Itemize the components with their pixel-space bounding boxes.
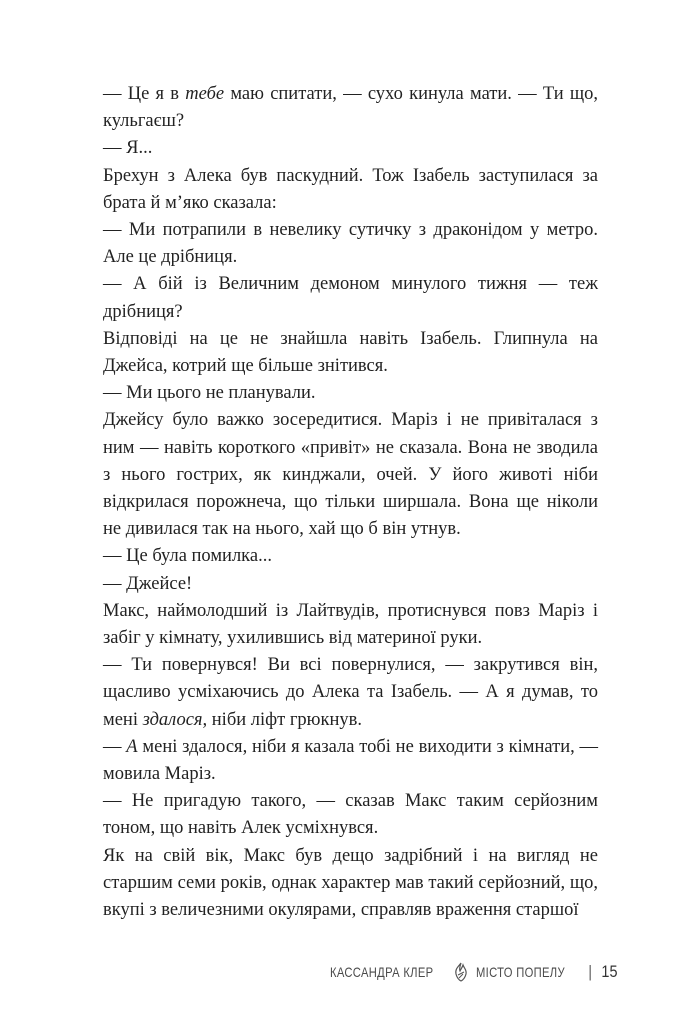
text-run: — А бій із Величним демоном минулого тижня — теж дрібниця? (103, 274, 598, 322)
paragraph (103, 543, 598, 570)
flame-rune-icon (450, 961, 472, 983)
running-footer (330, 957, 630, 987)
text-run: Макс, наймолодший із Лайтвудів, протиснувся повз Маріз і забіг у кімнату, ухилившись від материної руки. (103, 600, 598, 649)
paragraph (103, 571, 598, 598)
paragraph (103, 81, 598, 135)
paragraph (103, 788, 598, 842)
text-run: — (103, 736, 127, 757)
paragraph (103, 407, 598, 543)
text-run: — Я... (103, 138, 153, 159)
italic-text: А (126, 736, 138, 757)
text-run: Як на свій вік, Макс був дещо задрібний і на вигляд не старшим семи років, однак характер мав такий серйозний, що, вкупі з величезними окулярами, справляв враження старшої (103, 845, 598, 921)
text-run: маю спитати, — сухо кинула мати. — Ти що, кульгаєш? (103, 84, 598, 132)
italic-text: здалося, (142, 709, 208, 730)
page-number: 15 (601, 962, 618, 981)
text-run: — Це була помилка... (103, 546, 272, 567)
italic-text: тебе (185, 84, 225, 104)
text-run: — Це я в (103, 84, 186, 104)
footer-book-title: МІСТО ПОПЕЛУ (476, 964, 565, 980)
footer-author: КАССАНДРА КЛЕР (330, 964, 434, 980)
paragraph (103, 843, 598, 925)
paragraph (103, 217, 598, 271)
text-run: — Джейсе! (103, 573, 193, 594)
paragraph (103, 326, 598, 380)
text-run: — Ти повернувся! Ви всі повернулися, — закрутився він, щасливо усміхаючись до Алека та Ізабель. — А я думав, то мені (103, 655, 598, 730)
paragraph (103, 598, 598, 652)
paragraph (103, 652, 598, 734)
paragraph (103, 380, 598, 407)
paragraph (103, 734, 598, 788)
text-run: — Не пригадую такого, — сказав Макс таким серйозним тоном, що навіть Алек усміхнувся. (103, 791, 598, 839)
paragraph (103, 135, 598, 162)
text-run: мені здалося, ніби я казала тобі не виходити з кімнати, — мовила Маріз. (103, 736, 599, 785)
body-text (103, 81, 598, 924)
text-run: Брехун з Алека був паскудний. Тож Ізабель заступилася за брата й м’яко сказала: (103, 165, 598, 213)
paragraph (103, 163, 598, 217)
text-run: Джейсу було важко зосередитися. Маріз і не привіталася з ним — навіть короткого «привіт» не сказала. Вона не зводила з нього гострих, як кинджали, очей. У його животі ніби відкрилася порожнеча, що тільки ширшала. Вона ще ніколи не дивилася так на нього, хай що б він утнув. (103, 410, 598, 540)
footer-separator: | (588, 962, 593, 981)
text-run: — Ми цього не планували. (103, 383, 316, 404)
text-run: — Ми потрапили в невелику сутичку з драконідом у метро. Але це дрібниця. (103, 220, 598, 268)
paragraph (103, 271, 598, 325)
text-run: ніби ліфт грюкнув. (207, 709, 362, 730)
text-run: Відповіді на це не знайшла навіть Ізабель. Глипнула на Джейса, котрий ще більше знітився. (103, 328, 598, 377)
